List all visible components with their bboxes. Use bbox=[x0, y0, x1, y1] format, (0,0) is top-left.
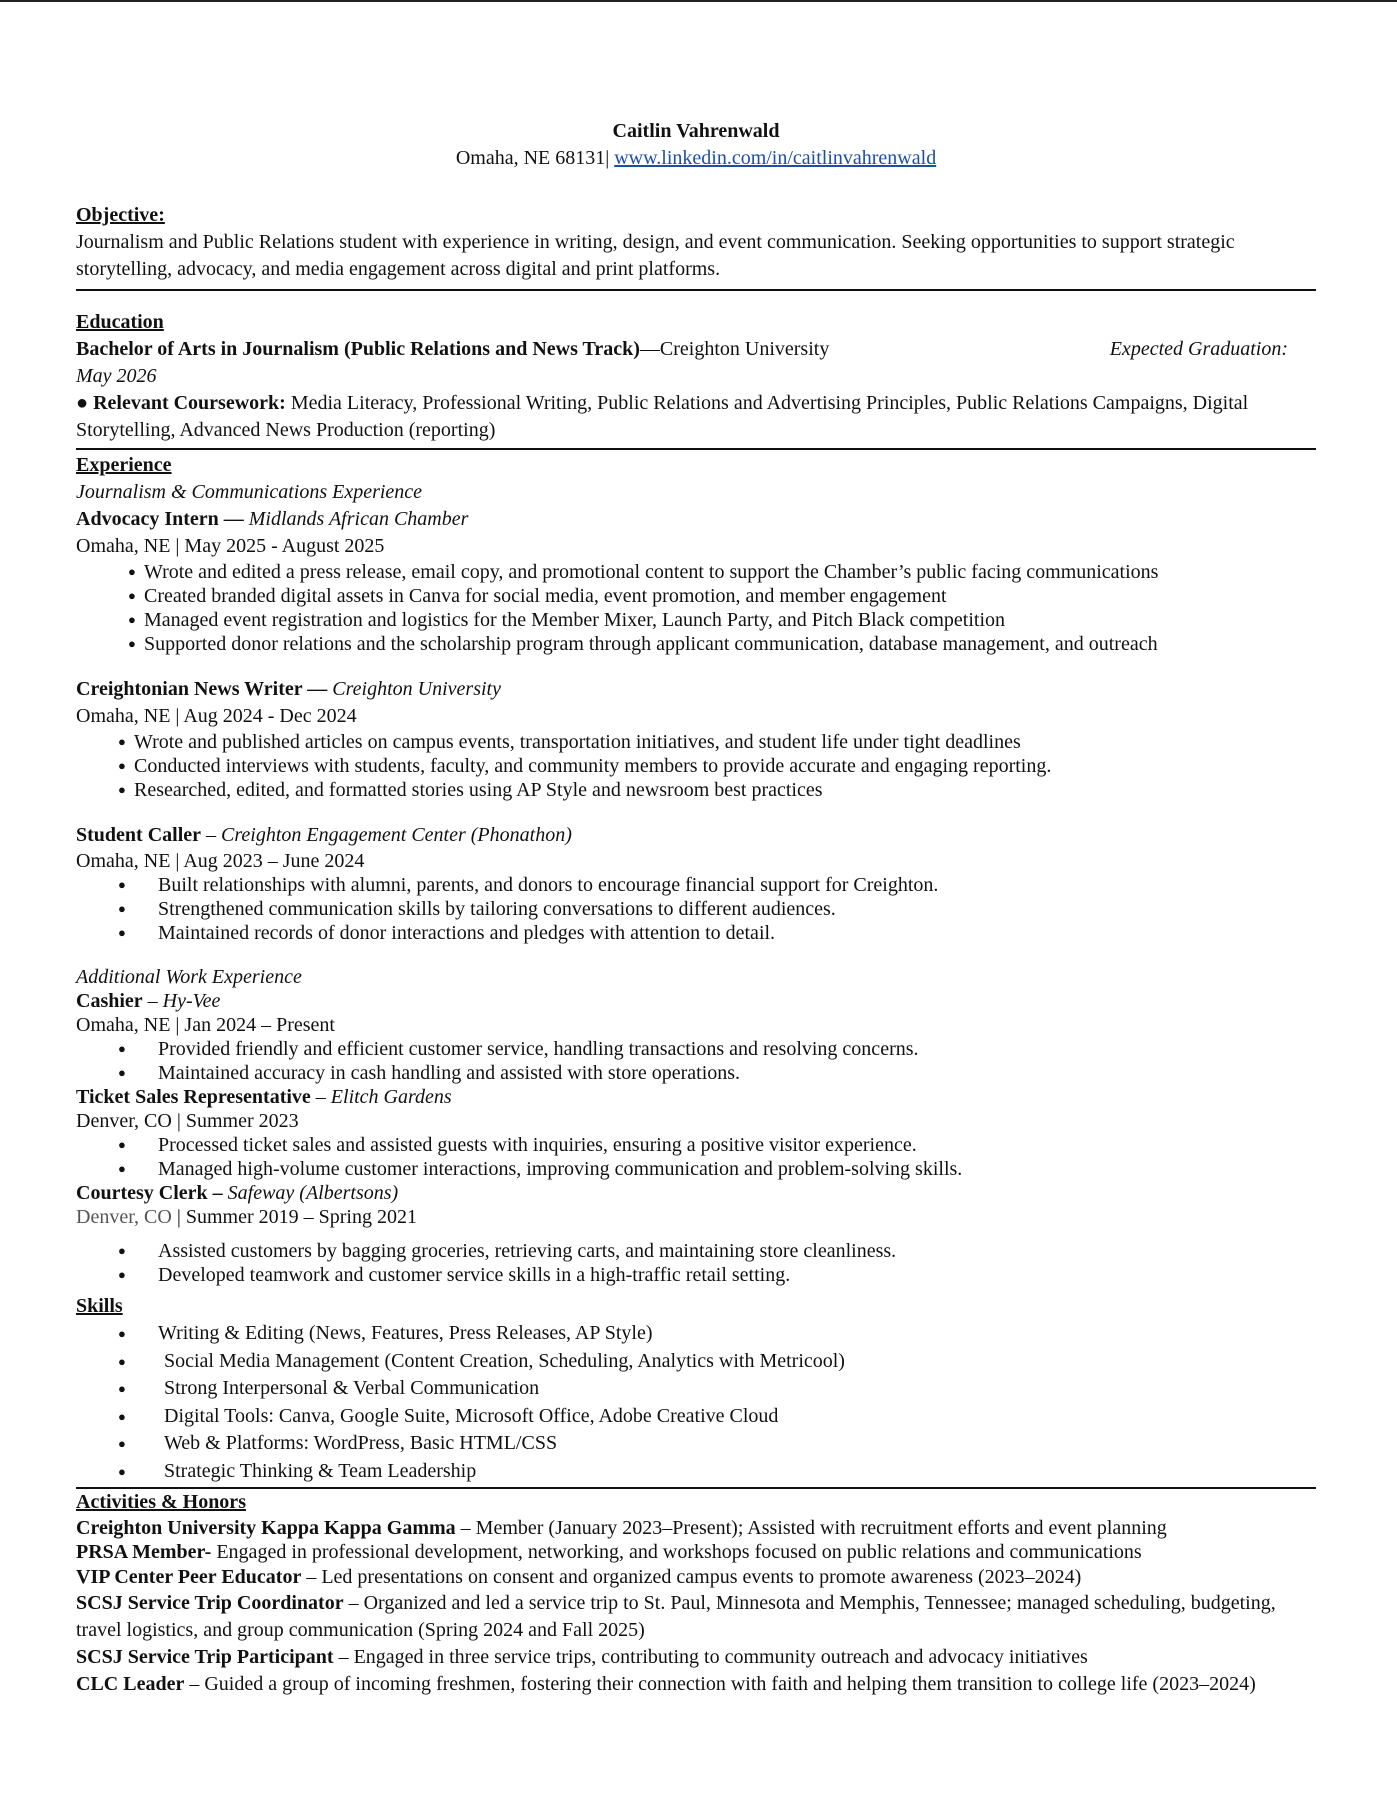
activity-item bbox=[76, 1671, 1316, 1698]
list-item: ● Strong Interpersonal & Verbal Communication bbox=[76, 1375, 1316, 1403]
school: —Creighton University bbox=[639, 338, 830, 360]
activity-item bbox=[76, 1564, 1316, 1590]
job-bullets bbox=[76, 873, 1316, 945]
job-org: Safeway (Albertsons) bbox=[227, 1182, 399, 1204]
activity-text: – Organized and led a service trip to St. Paul, Minnesota and Memphis, Tennessee; managed scheduling, budgeting, travel logistics, and group communication (Spring 2024 and Fall 2025) bbox=[76, 1592, 1276, 1641]
experience-title: Experience bbox=[76, 454, 172, 476]
contact-line bbox=[76, 145, 1316, 172]
activity-label: SCSJ Service Trip Participant bbox=[76, 1646, 334, 1668]
list-item: ● Supported donor relations and the scholarship program through applicant communication, database management, and outreach bbox=[76, 632, 1316, 656]
job-role: Student Caller bbox=[76, 824, 201, 846]
resume-page bbox=[76, 118, 1316, 1698]
objective-section bbox=[76, 202, 1316, 283]
activity-label: VIP Center Peer Educator bbox=[76, 1566, 302, 1588]
job-role: Cashier bbox=[76, 990, 143, 1012]
list-item: ● Managed event registration and logistics for the Member Mixer, Launch Party, and Pitch Black competition bbox=[76, 608, 1316, 632]
list-item: ● Wrote and edited a press release, email copy, and promotional content to support the Chamber’s public facing communications bbox=[76, 560, 1316, 584]
activity-item bbox=[76, 1540, 1316, 1564]
activity-item bbox=[76, 1644, 1316, 1671]
list-item: ● Developed teamwork and customer service skills in a high-traffic retail setting. bbox=[76, 1263, 1316, 1287]
expected-graduation-label: Expected Graduation: bbox=[1109, 338, 1288, 360]
list-item: ● Web & Platforms: WordPress, Basic HTML/CSS bbox=[76, 1430, 1316, 1458]
objective-text: Journalism and Public Relations student with experience in writing, design, and event communication. Seeking opportunities to support strategic storytelling, advocacy, and media engagement across digital and print platforms. bbox=[76, 231, 1235, 280]
job-role: Courtesy Clerk – bbox=[76, 1182, 223, 1204]
activity-text: – Member (January 2023–Present); Assisted with recruitment efforts and event planning bbox=[455, 1517, 1167, 1539]
job-entry bbox=[76, 822, 1316, 945]
list-item: ● Writing & Editing (News, Features, Press Releases, AP Style) bbox=[76, 1320, 1316, 1348]
experience-section bbox=[76, 452, 1316, 1287]
list-item: ● Built relationships with alumni, parents, and donors to encourage financial support for Creighton. bbox=[76, 873, 1316, 897]
coursework-list: Media Literacy, Professional Writing, Public Relations and Advertising Principles, Public Relations Campaigns, Digital Storytelling, Advanced News Production (reporting) bbox=[76, 392, 1249, 441]
activity-item bbox=[76, 1590, 1316, 1644]
activity-item bbox=[76, 1516, 1316, 1540]
job-org: Midlands African Chamber bbox=[248, 508, 469, 530]
list-item: ● Social Media Management (Content Creation, Scheduling, Analytics with Metricool) bbox=[76, 1348, 1316, 1376]
list-item: ● Managed high-volume customer interactions, improving communication and problem-solving skills. bbox=[76, 1157, 1316, 1181]
job-meta-location: Denver, CO bbox=[76, 1206, 172, 1228]
activity-text: – Guided a group of incoming freshmen, fostering their connection with faith and helping them transition to college life (2023–2024) bbox=[184, 1673, 1256, 1695]
job-bullets bbox=[76, 1037, 1316, 1085]
skills-list bbox=[76, 1320, 1316, 1485]
job-entry bbox=[76, 1085, 1316, 1181]
coursework-label: ● Relevant Coursework: bbox=[76, 392, 286, 414]
linkedin-link[interactable]: www.linkedin.com/in/caitlinvahrenwald bbox=[614, 147, 937, 169]
activity-label: CLC Leader bbox=[76, 1673, 185, 1695]
section-divider bbox=[76, 289, 1316, 291]
objective-title: Objective: bbox=[76, 204, 165, 226]
skills-title: Skills bbox=[76, 1295, 123, 1317]
job-bullets bbox=[76, 1239, 1316, 1287]
job-bullets bbox=[76, 560, 1316, 656]
job-meta: Omaha, NE | Aug 2023 – June 2024 bbox=[76, 850, 365, 872]
job-bullets bbox=[76, 1133, 1316, 1181]
job-meta: Omaha, NE | Jan 2024 – Present bbox=[76, 1014, 335, 1036]
job-meta bbox=[76, 1205, 1316, 1229]
spacer bbox=[76, 1229, 1316, 1239]
activity-text: – Engaged in three service trips, contributing to community outreach and advocacy initiatives bbox=[333, 1646, 1088, 1668]
list-item: ● Digital Tools: Canva, Google Suite, Microsoft Office, Adobe Creative Cloud bbox=[76, 1403, 1316, 1431]
job-entry bbox=[76, 506, 1316, 656]
location: Omaha, NE 68131| bbox=[455, 147, 610, 169]
resume-header bbox=[76, 118, 1316, 172]
job-bullets bbox=[76, 730, 1316, 802]
candidate-name: Caitlin Vahrenwald bbox=[612, 120, 780, 142]
job-meta-dates: | Summer 2019 – Spring 2021 bbox=[171, 1206, 417, 1228]
job-org: – Creighton Engagement Center (Phonathon) bbox=[206, 824, 572, 846]
activity-label: Creighton University Kappa Kappa Gamma bbox=[76, 1517, 456, 1539]
job-role: Creightonian News Writer — bbox=[76, 678, 328, 700]
activities-section bbox=[76, 1489, 1316, 1698]
activity-label: PRSA Member- bbox=[76, 1541, 212, 1563]
job-role: Ticket Sales Representative bbox=[76, 1086, 311, 1108]
list-item: ● Created branded digital assets in Canva for social media, event promotion, and member engagement bbox=[76, 584, 1316, 608]
list-item: ● Assisted customers by bagging groceries, retrieving carts, and maintaining store cleanliness. bbox=[76, 1239, 1316, 1263]
coursework bbox=[76, 390, 1316, 444]
activity-label: SCSJ Service Trip Coordinator bbox=[76, 1592, 344, 1614]
list-item: ● Provided friendly and efficient customer service, handling transactions and resolving concerns. bbox=[76, 1037, 1316, 1061]
activities-title: Activities & Honors bbox=[76, 1491, 246, 1513]
job-org: Creighton University bbox=[332, 678, 501, 700]
list-item: ● Conducted interviews with students, faculty, and community members to provide accurate and engaging reporting. bbox=[76, 754, 1316, 778]
top-border bbox=[0, 0, 1397, 2]
spacer bbox=[76, 945, 1316, 965]
list-item: ● Maintained records of donor interactions and pledges with attention to detail. bbox=[76, 921, 1316, 945]
education-section bbox=[76, 309, 1316, 444]
job-org: – Hy-Vee bbox=[147, 990, 221, 1012]
list-item: ● Wrote and published articles on campus events, transportation initiatives, and student life under tight deadlines bbox=[76, 730, 1316, 754]
job-meta: Omaha, NE | May 2025 - August 2025 bbox=[76, 535, 385, 557]
spacer bbox=[76, 656, 1316, 676]
activity-text: Engaged in professional development, networking, and workshops focused on public relations and communications bbox=[211, 1541, 1142, 1563]
list-item: ● Maintained accuracy in cash handling and assisted with store operations. bbox=[76, 1061, 1316, 1085]
additional-experience-heading: Additional Work Experience bbox=[76, 966, 302, 988]
skills-section bbox=[76, 1293, 1316, 1485]
job-meta: Denver, CO | Summer 2023 bbox=[76, 1110, 299, 1132]
job-entry bbox=[76, 676, 1316, 802]
list-item: ● Strategic Thinking & Team Leadership bbox=[76, 1458, 1316, 1486]
job-meta: Omaha, NE | Aug 2024 - Dec 2024 bbox=[76, 705, 357, 727]
job-role: Advocacy Intern — bbox=[76, 508, 244, 530]
list-item: ● Strengthened communication skills by tailoring conversations to different audiences. bbox=[76, 897, 1316, 921]
list-item: ● Researched, edited, and formatted stories using AP Style and newsroom best practices bbox=[76, 778, 1316, 802]
job-entry bbox=[76, 1181, 1316, 1287]
list-item: ● Processed ticket sales and assisted guests with inquiries, ensuring a positive visitor experience. bbox=[76, 1133, 1316, 1157]
experience-subheading: Journalism & Communications Experience bbox=[76, 481, 423, 503]
degree: Bachelor of Arts in Journalism (Public Relations and News Track) bbox=[76, 338, 640, 360]
job-entry bbox=[76, 989, 1316, 1085]
graduation-date: May 2026 bbox=[76, 365, 157, 387]
activity-text: – Led presentations on consent and organized campus events to promote awareness (2023–2024) bbox=[301, 1566, 1082, 1588]
job-org: – Elitch Gardens bbox=[315, 1086, 452, 1108]
degree-row bbox=[76, 336, 1316, 363]
section-divider bbox=[76, 448, 1316, 450]
spacer bbox=[76, 802, 1316, 822]
education-title: Education bbox=[76, 311, 164, 333]
